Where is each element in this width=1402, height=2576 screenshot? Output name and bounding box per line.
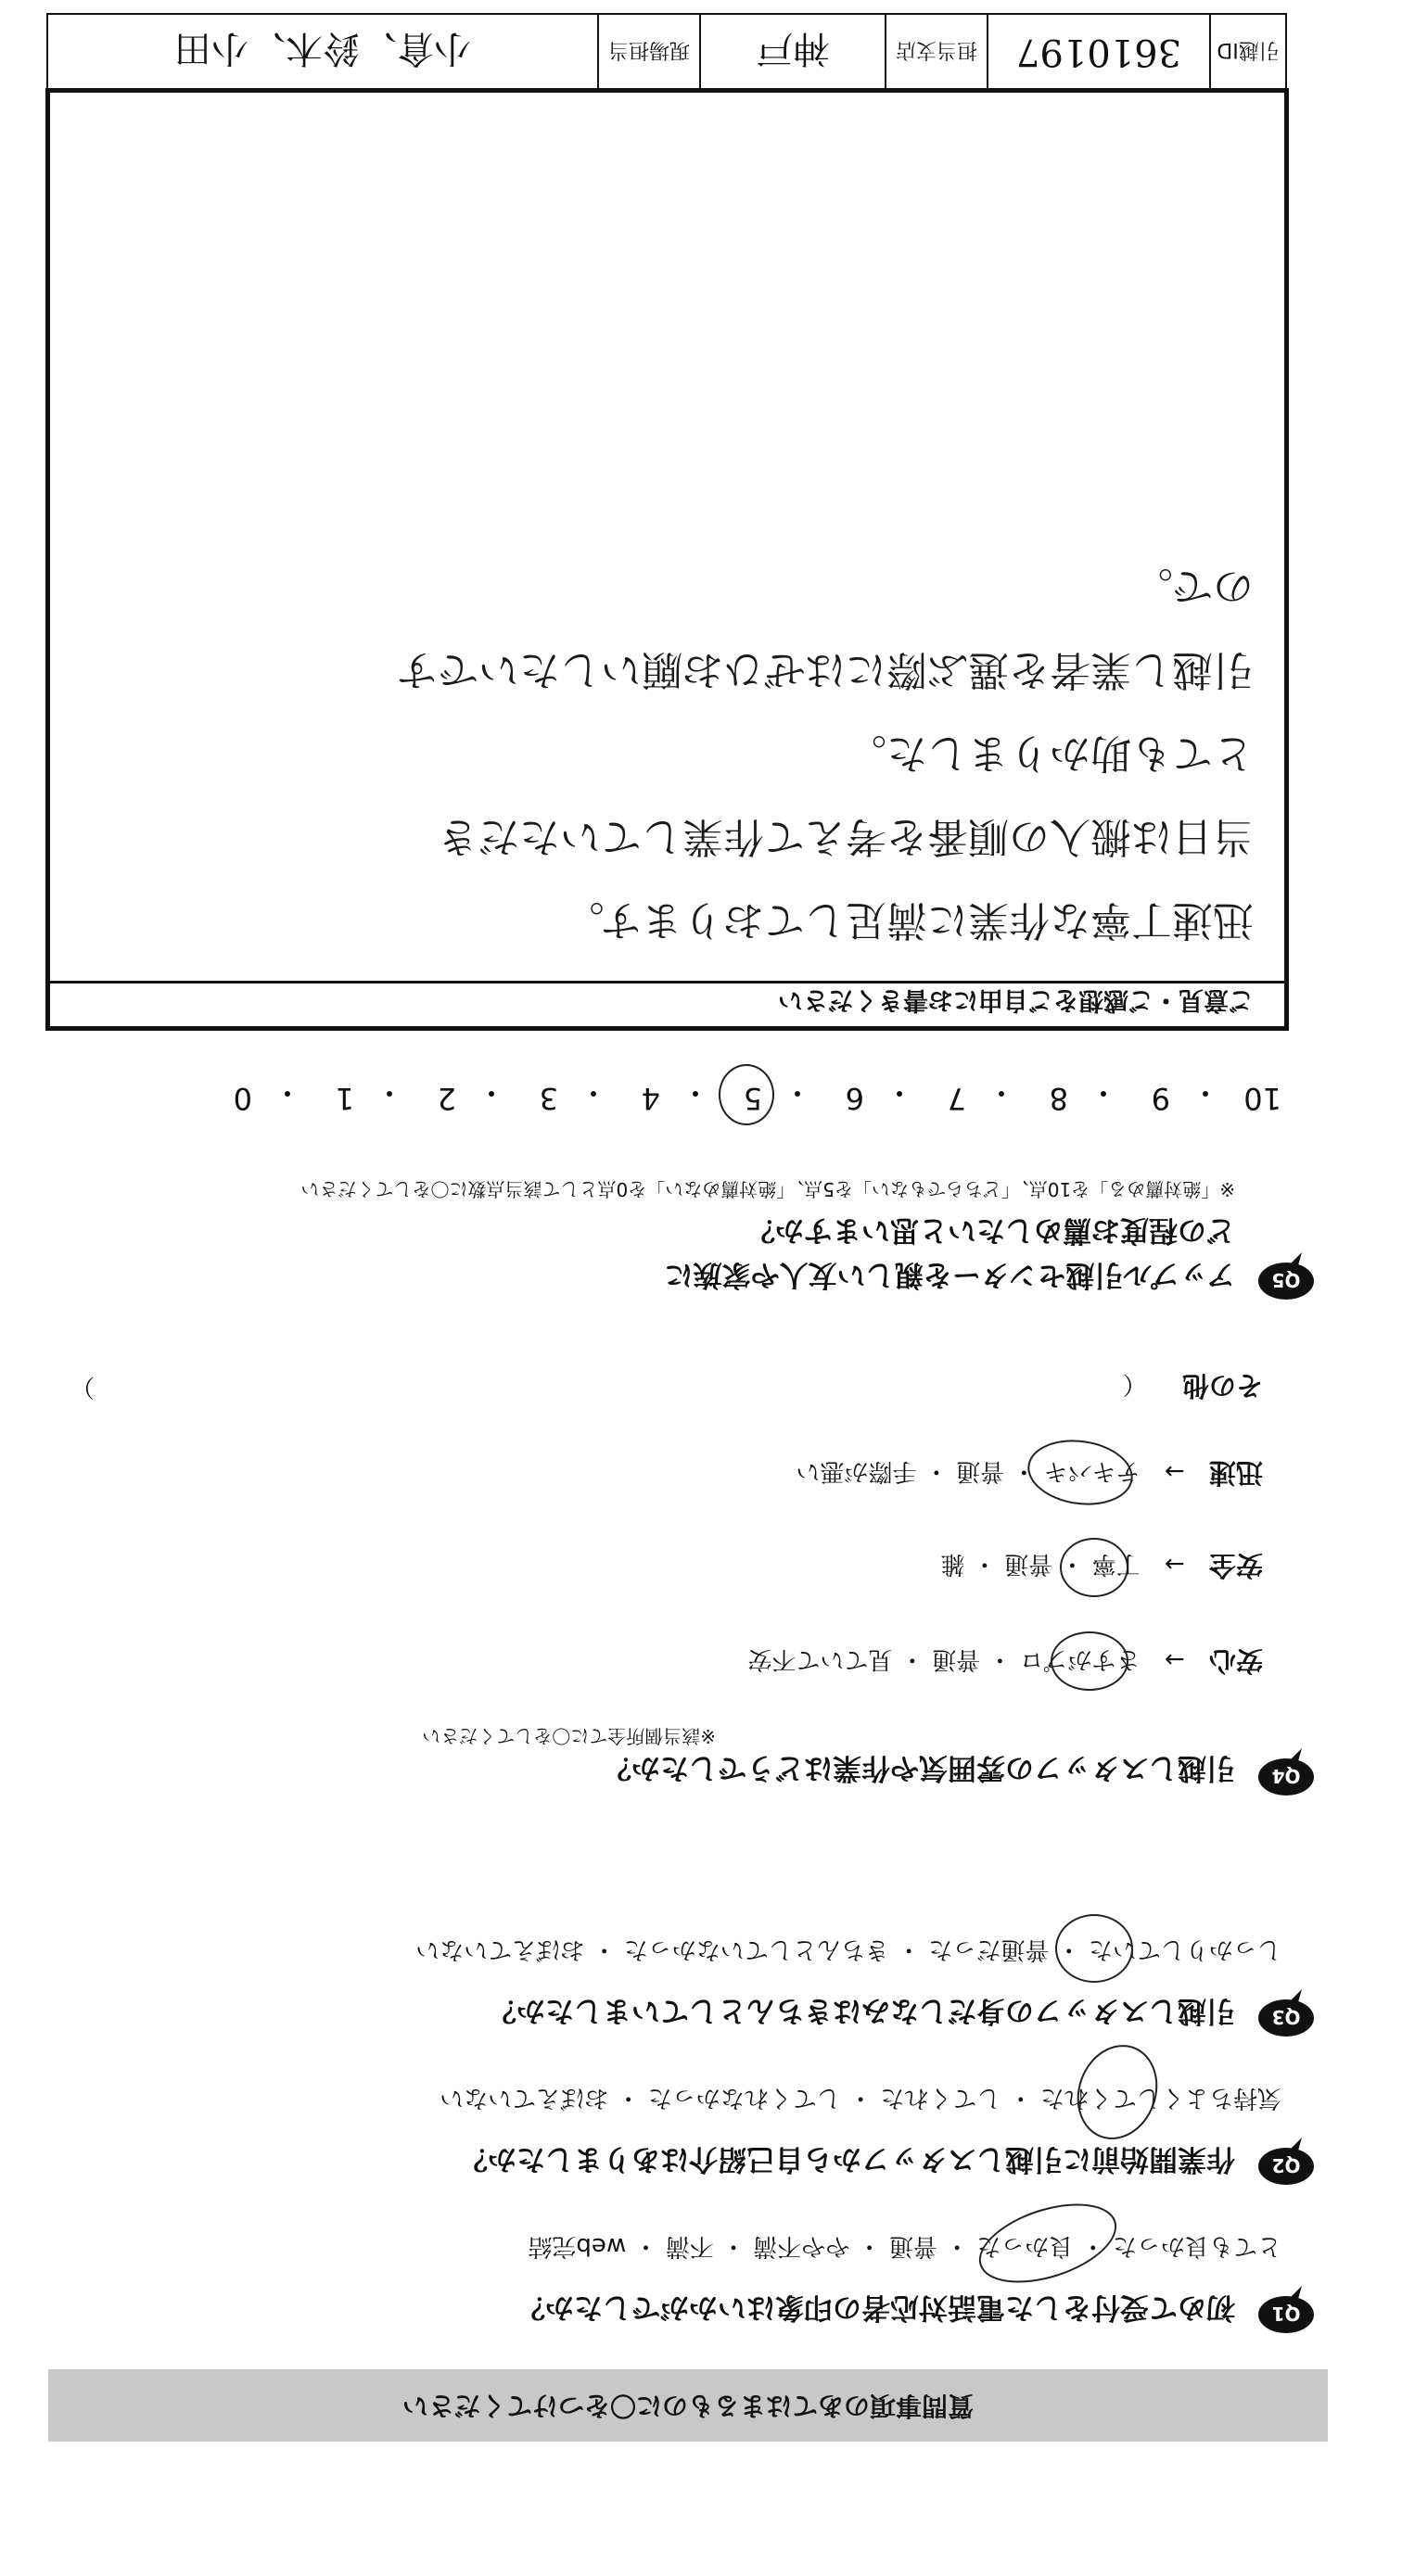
q5-score[interactable]: 7 [947, 1081, 966, 1116]
q4-row-label: 安心 [1208, 1645, 1263, 1677]
q4-number: Q4 [1271, 1765, 1301, 1787]
q3-options: しっかりしていた ・ 普通だった ・ きちんとしていなかった ・ おぼえていない [415, 1935, 1281, 1963]
q5-text-line2: どの程度お薦めしたいと思いますか？ [746, 1213, 1235, 1247]
q4-row-label: 安全 [1208, 1550, 1263, 1581]
q1-option[interactable]: 不満 [665, 2232, 714, 2260]
q1-selection-circle [969, 2189, 1126, 2298]
q5-score[interactable]: 6 [845, 1081, 864, 1116]
q4-anshin-circle [1051, 1631, 1128, 1691]
q5-score[interactable]: 10 [1243, 1081, 1281, 1116]
id-value-cell: 3610197 [988, 15, 1211, 89]
branch-value-cell: 神戸 [701, 15, 886, 89]
q2-icon [1254, 2136, 1319, 2191]
q4-option[interactable]: 雑 [940, 1550, 965, 1578]
q5-score[interactable]: 0 [233, 1081, 252, 1116]
q1-option[interactable]: とても良かった [1112, 2232, 1281, 2260]
q5-text-line1: アップル引越センターを親しい友人や家族に [664, 1258, 1235, 1291]
q2-selection-circle [1064, 2034, 1171, 2151]
q4-other-row: その他 （ [1122, 1370, 1263, 1402]
q5-score[interactable]: 1 [335, 1081, 354, 1116]
q4-icon [1254, 1746, 1319, 1802]
q4-option[interactable]: 見ていて不安 [747, 1645, 893, 1673]
q5-icon [1254, 1250, 1319, 1306]
q5-scale: 10 ・ 9 ・ 8 ・ 7 ・ 6 ・ 5 ・ 4 ・ 3 ・ 2 ・ 1 ・ 0 [233, 1075, 1281, 1116]
q5-score[interactable]: 5 [743, 1081, 762, 1116]
q4-option[interactable]: 普通 [956, 1457, 1005, 1485]
comment-line: ので。 [1131, 563, 1254, 610]
q5-selection-circle [719, 1064, 774, 1125]
q2-option[interactable]: おぼえていない [440, 2084, 609, 2112]
q3-option[interactable]: きちんとしていなかった [623, 1935, 889, 1963]
comment-line: とても助かりました。 [846, 730, 1254, 777]
q1-option[interactable]: 普通 [888, 2232, 937, 2260]
q2-text: 作業開始前に引越しスタッフから自己紹介はありましたか？ [459, 2142, 1235, 2176]
q5-number: Q5 [1271, 1269, 1301, 1291]
q3-option[interactable]: 普通だった [928, 1935, 1050, 1963]
q4-option[interactable]: 普通 [1004, 1550, 1053, 1578]
q3-text: 引越しスタッフの身だしなみはきちんとしていましたか？ [488, 1994, 1235, 2027]
comment-line: 当日は搬入の順番を考えて作業していただき [438, 813, 1254, 860]
q4-other-close: ） [70, 1373, 95, 1401]
q2-option[interactable]: 気持ちよくしてくれた [1039, 2084, 1281, 2112]
header-table [46, 13, 1287, 91]
q2-option[interactable]: してくれなかった [647, 2084, 841, 2112]
q4-row-anzen: 安全 → 丁寧 ・ 普通 ・ 雑 [940, 1550, 1263, 1581]
q4-option[interactable]: テキパキ [1043, 1457, 1141, 1485]
q4-option[interactable]: 丁寧 [1091, 1550, 1141, 1578]
comment-line: 迅速丁寧な作業に満足しております。 [563, 896, 1254, 944]
q4-row-anshin: 安心 → さすがプロ ・ 普通 ・ 見ていて不安 [747, 1645, 1263, 1677]
q5-note: ※「絶対薦める」を10点、「どちらでもない」を5点、「絶対薦めない」を0点として該当点数に〇をしてください [300, 1178, 1235, 1200]
q1-options: とても良かった ・ 良かった ・ 普通 ・ やや不満 ・ 不満 ・ web完結 [528, 2232, 1281, 2260]
q5-score[interactable]: 3 [539, 1081, 558, 1116]
q1-number: Q1 [1271, 2303, 1301, 2325]
q1-option[interactable]: web完結 [528, 2232, 627, 2260]
q3-selection-circle [1055, 1914, 1133, 1983]
staff-value-cell: 小倉、鈴木、小田 [48, 15, 599, 89]
q4-text: 引越しスタッフの雰囲気や作業はどうでしたか？ [603, 1751, 1235, 1784]
q2-option[interactable]: してくれた [880, 2084, 1001, 2112]
q4-anzen-circle [1060, 1538, 1128, 1597]
id-label-cell: 引越ID [1217, 38, 1280, 62]
q5-score[interactable]: 9 [1151, 1081, 1170, 1116]
q5-score[interactable]: 4 [641, 1081, 660, 1116]
q3-option[interactable]: しっかりしていた [1088, 1935, 1281, 1963]
comment-line: 引越し業者を選ぶ際にはぜひお願いしたいです [397, 646, 1254, 693]
q5-score[interactable]: 8 [1049, 1081, 1068, 1116]
q4-option[interactable]: 普通 [932, 1645, 981, 1673]
q2-options: 気持ちよくしてくれた ・ してくれた ・ してくれなかった ・ おぼえていない [440, 2084, 1281, 2112]
q2-number: Q2 [1271, 2154, 1301, 2176]
q3-number: Q3 [1271, 2006, 1301, 2028]
q4-option[interactable]: さすがプロ [1019, 1645, 1141, 1673]
instruction-banner-text: 質問事項のあてはまるものに〇をつけてください [402, 2391, 975, 2421]
q4-jinsoku-circle [1024, 1433, 1137, 1511]
q4-option[interactable]: 手際が悪い [796, 1457, 917, 1485]
q3-icon [1254, 1987, 1319, 2043]
q4-other-label: その他 [1181, 1370, 1263, 1402]
branch-label-cell: 担当支店 [886, 15, 988, 89]
q4-row-label: 迅速 [1208, 1457, 1263, 1489]
q5-score[interactable]: 2 [437, 1081, 456, 1116]
staff-label-cell: 現場担当 [599, 15, 701, 89]
q4-note: ※該当個所全てに〇をしてください [422, 1725, 716, 1747]
comment-box[interactable] [45, 88, 1289, 1031]
q1-icon [1254, 2284, 1319, 2340]
q1-option[interactable]: 良かった [976, 2232, 1074, 2260]
q3-option[interactable]: おぼえていない [415, 1935, 585, 1963]
comment-title-divider [50, 981, 1284, 983]
q1-text: 初めて受付をした電話対応者の印象はいかがでしたか？ [516, 2290, 1235, 2324]
q1-option[interactable]: やや不満 [753, 2232, 850, 2260]
comment-title: ご意見・ご感想をご自由にお書きください [778, 985, 1254, 1014]
q4-row-jinsoku: 迅速 → テキパキ ・ 普通 ・ 手際が悪い [796, 1457, 1263, 1489]
